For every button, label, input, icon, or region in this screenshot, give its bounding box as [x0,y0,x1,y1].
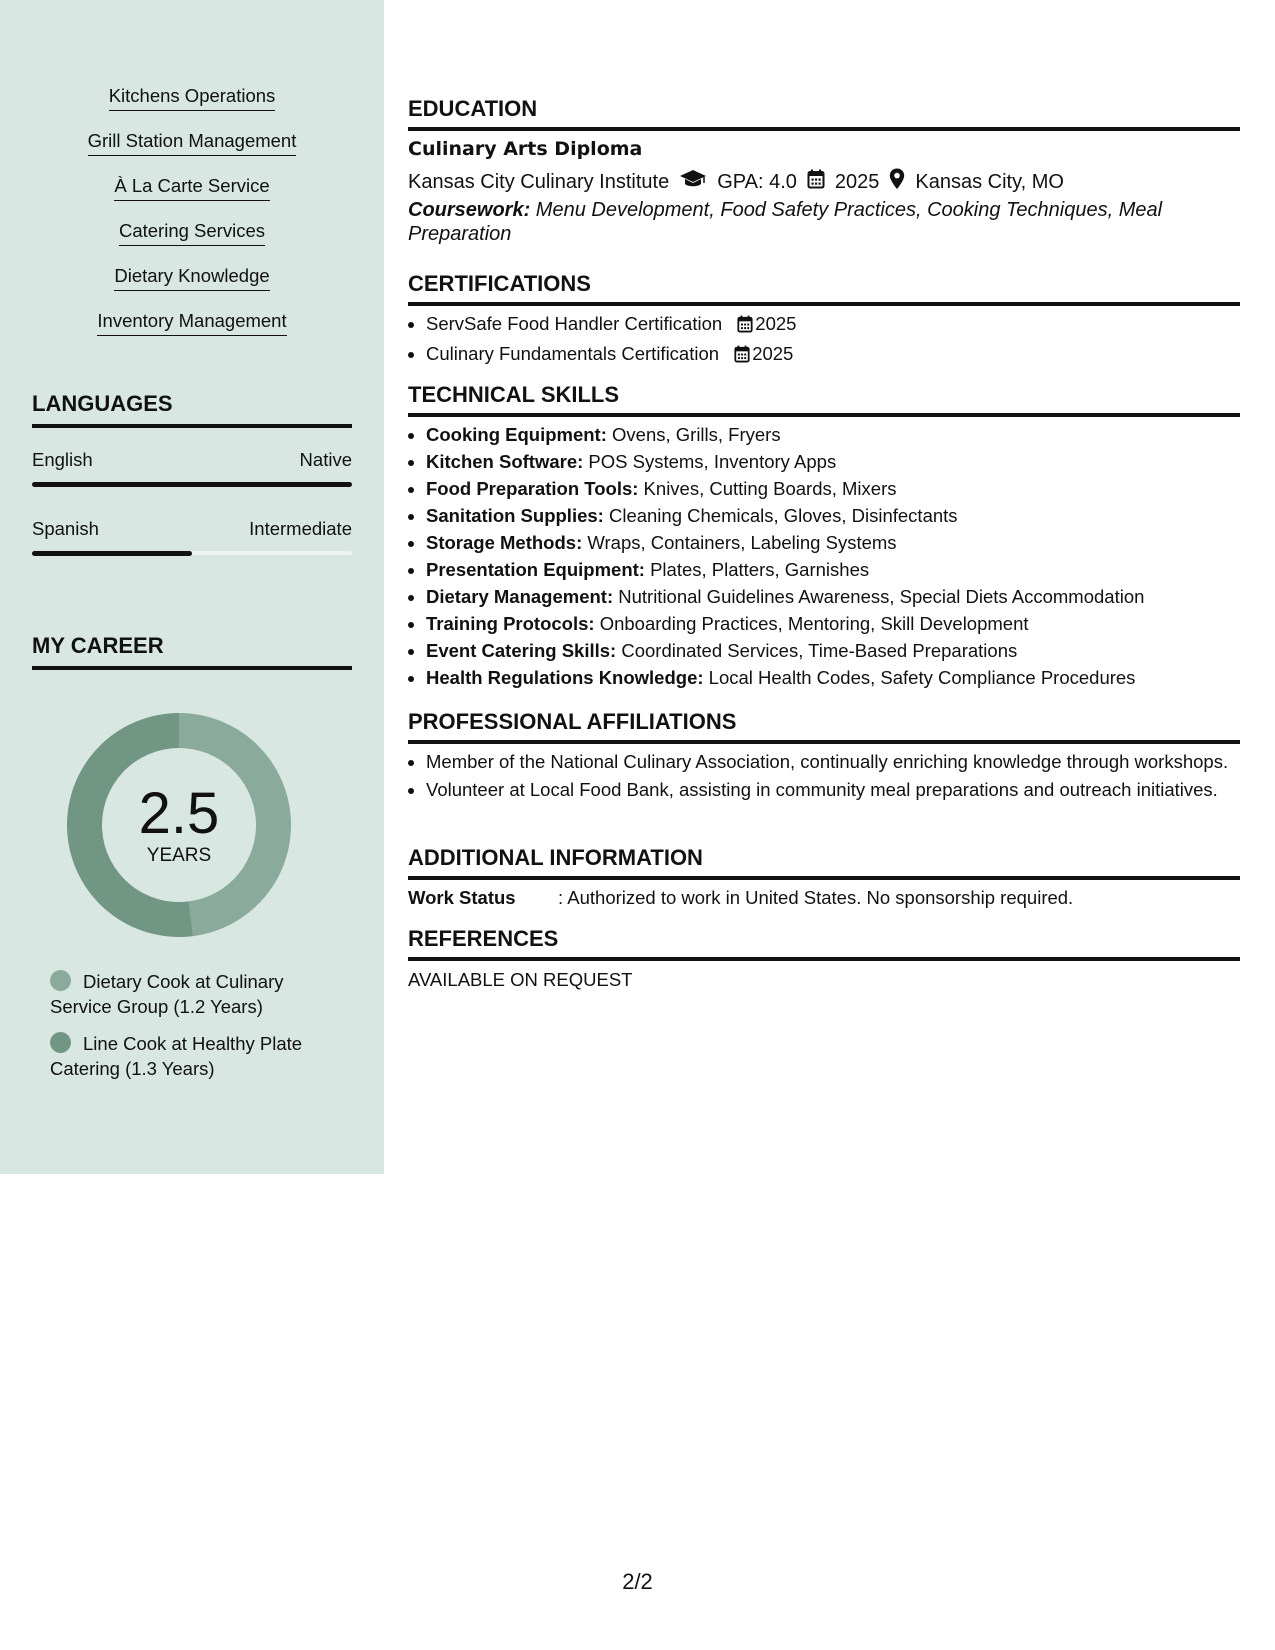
work-status-value: : Authorized to work in United States. No sponsorship required. [558,887,1074,908]
career-legend [50,970,330,1019]
skill-category: Food Preparation Tools: [426,478,639,499]
skill-values: Cleaning Chemicals, Gloves, Disinfectants [603,505,958,526]
technical-skill-item [426,556,1240,583]
coursework-list: Menu Development, Food Safety Practices, Cooking Techniques, Meal Preparation [408,199,1163,245]
skill-values: Local Health Codes, Safety Compliance Procedures [703,667,1136,688]
certification-year: 2025 [752,343,794,364]
language-name: Spanish [32,518,99,539]
skill-category: Training Protocols: [426,613,595,634]
technical-skill-item [426,583,1240,610]
calendar-icon [737,313,753,340]
certifications-heading: CERTIFICATIONS [408,270,1240,306]
skill-values: Nutritional Guidelines Awareness, Special Diets Accommodation [613,586,1145,607]
technical-skill-item [426,475,1240,502]
skill-category: Storage Methods: [426,532,583,553]
technical-skills-list [408,421,1240,691]
language-row-english [32,448,352,488]
language-bar-fill [32,551,192,556]
affiliations-list [408,750,1240,806]
skill-item: Kitchens Operations [109,84,276,111]
language-level: Native [299,449,352,470]
skill-values: Plates, Platters, Garnishes [644,559,870,580]
skill-item: Inventory Management [97,309,286,336]
work-status-row [408,886,1073,910]
legend-label: Dietary Cook at Culinary Service Group (1.2 Years) [50,971,284,1017]
skill-values: Knives, Cutting Boards, Mixers [638,478,897,499]
page-number: 2/2 [622,1569,653,1594]
technical-skills-heading: TECHNICAL SKILLS [408,381,1240,417]
coursework [408,198,1208,246]
skill-category: Presentation Equipment: [426,559,645,580]
certification-name: ServSafe Food Handler Certification [426,313,723,334]
career-donut-center [66,712,292,938]
calendar-icon [807,169,825,195]
skill-values: Ovens, Grills, Fryers [606,424,781,445]
skill-values: Coordinated Services, Time-Based Preparations [616,640,1018,661]
coursework-label: Coursework: [408,199,531,221]
languages-heading: LANGUAGES [32,390,352,428]
career-legend-item [50,970,330,1019]
skill-category: Health Regulations Knowledge: [426,667,704,688]
skill-category: Event Catering Skills: [426,640,617,661]
language-bar-track [32,551,352,555]
sidebar [0,0,384,1174]
technical-skill-item [426,664,1240,691]
certifications-list [408,310,1240,370]
technical-skill-item [426,529,1240,556]
certification-item [426,340,1240,370]
skill-values: Onboarding Practices, Mentoring, Skill Development [594,613,1029,634]
career-heading: MY CAREER [32,632,352,670]
language-bar-fill [32,482,352,487]
school-name: Kansas City Culinary Institute [408,171,670,193]
references-heading: REFERENCES [408,925,1240,961]
language-level: Intermediate [249,518,352,539]
skills-list [0,84,384,354]
graduation-cap-icon [679,169,707,195]
education-details [408,168,1064,196]
education-location: Kansas City, MO [915,171,1064,193]
career-total-years: 2.5 [138,781,220,846]
degree-title: Culinary Arts Diploma [408,138,643,160]
education-heading: EDUCATION [408,95,1240,131]
language-row-spanish [32,517,352,557]
skill-item: Grill Station Management [88,129,297,156]
affiliations-heading: PROFESSIONAL AFFILIATIONS [408,708,1240,744]
skill-category: Dietary Management: [426,586,614,607]
technical-skill-item [426,502,1240,529]
map-pin-icon [889,168,905,196]
skill-values: Wraps, Containers, Labeling Systems [582,532,897,553]
graduation-year: 2025 [834,171,880,193]
skill-values: POS Systems, Inventory Apps [583,451,837,472]
work-status-label: Work Status [408,887,516,908]
technical-skill-item [426,448,1240,475]
skill-category: Cooking Equipment: [426,424,607,445]
certification-name: Culinary Fundamentals Certification [426,343,720,364]
affiliation-item: • Volunteer at Local Food Bank, assisting in community meal preparations and outreach initiatives. [426,778,1240,802]
affiliation-item: • Member of the National Culinary Association, continually enriching knowledge through workshops. [426,750,1240,774]
additional-info-heading: ADDITIONAL INFORMATION [408,844,1240,880]
skill-item: Catering Services [119,219,265,246]
certification-year: 2025 [755,313,797,334]
technical-skill-item [426,610,1240,637]
legend-dot [50,970,71,991]
career-legend-item [50,1032,330,1081]
skill-item: Dietary Knowledge [114,264,269,291]
references-text: AVAILABLE ON REQUEST [408,969,633,990]
technical-skill-item [426,637,1240,664]
language-bar-track [32,482,352,486]
career-legend [50,1032,330,1081]
calendar-icon [734,343,750,370]
skill-category: Kitchen Software: [426,451,584,472]
career-years-label: YEARS [146,845,212,866]
certification-item [426,310,1240,340]
legend-label: Line Cook at Healthy Plate Catering (1.3 Years) [50,1033,303,1079]
legend-dot [50,1032,71,1053]
gpa: GPA: 4.0 [717,171,797,193]
technical-skill-item [426,421,1240,448]
skill-item: À La Carte Service [114,174,269,201]
language-name: English [32,449,93,470]
skill-category: Sanitation Supplies: [426,505,604,526]
